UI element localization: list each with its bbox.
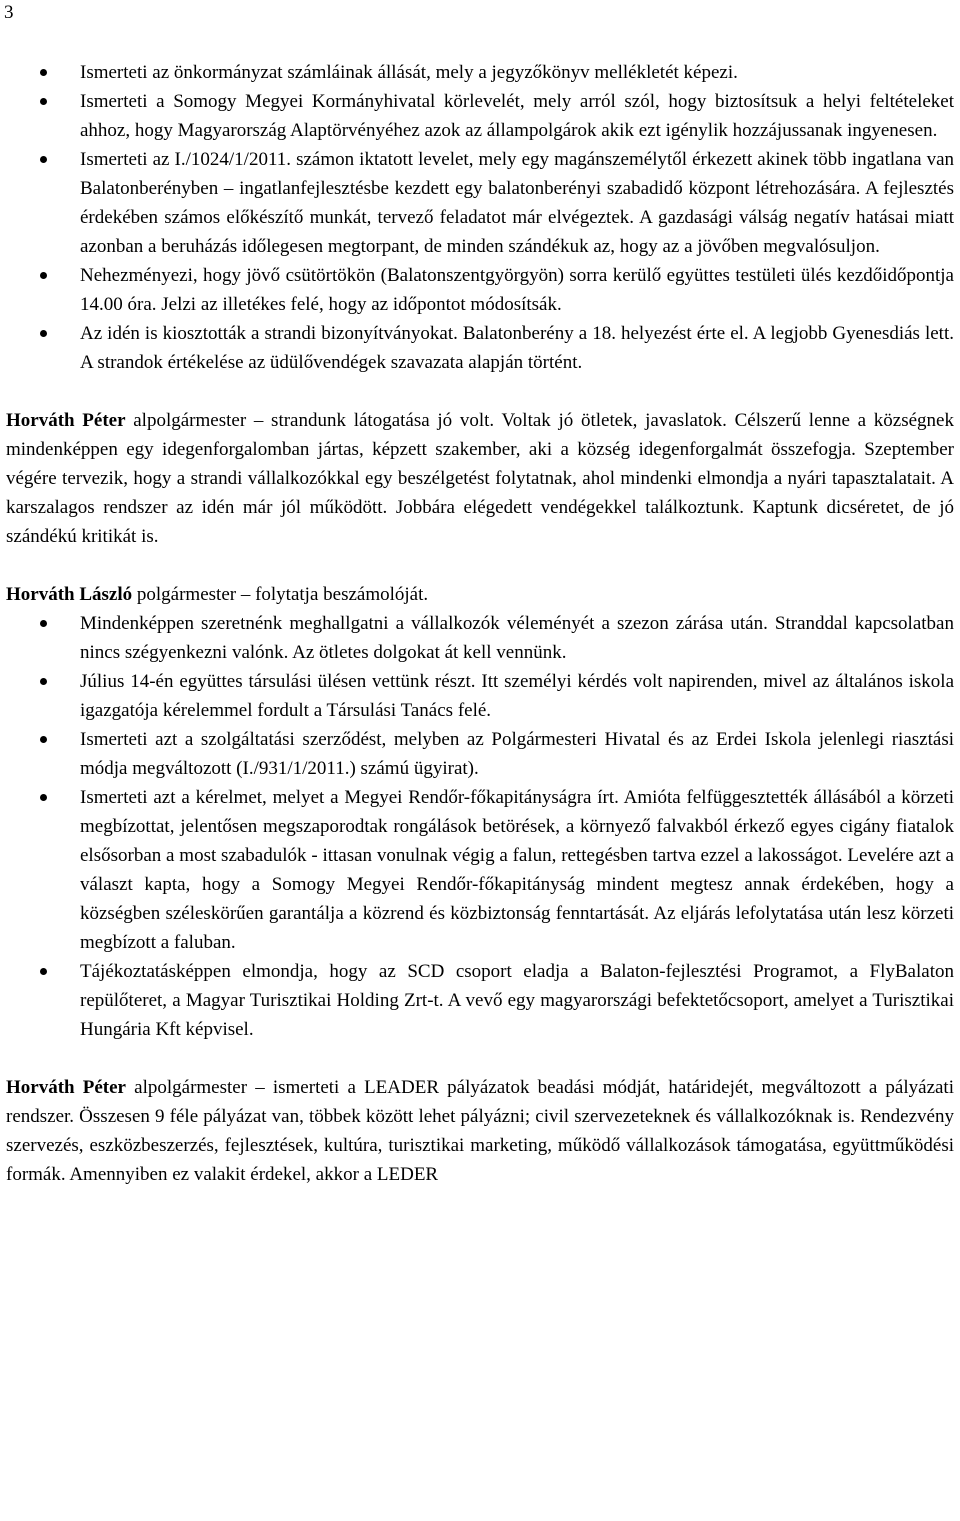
paragraph-text: alpolgármester – ismerteti a LEADER pályázatok beadási módját, határidejét, megváltozott a pályázati rendszer. Összesen 9 féle pályázat van, többek között lehet pályázni; civil szervezeteknek és vállalkozóknak is. Rendezvény szervezés, eszközbeszerzés, fejlesztések, kultúra, turisztikai marketing, működő vállalkozások támogatása, együttműködési formák. Amennyiben ez valakit érdekel, akkor a LEDER [6, 1077, 954, 1185]
list-item-text: Július 14-én együttes társulási ülésen vettünk részt. Itt személyi kérdés volt napirenden, mivel az általános iskola igazgatója kérelemmel fordult a Társulási Tanács felé. [80, 671, 954, 721]
list-item [6, 609, 954, 667]
list-item-text: Ismerteti azt a szolgáltatási szerződést, melyben az Polgármesteri Hivatal és az Erdei Iskola jelenlegi riasztási módja megváltozott (I./931/1/2011.) számú ügyirat). [80, 729, 954, 779]
list-item-text: Nehezményezi, hogy jövő csütörtökön (Balatonszentgyörgyön) sorra kerülő együttes testületi ülés kezdőidőpontja 14.00 óra. Jelzi az illetékes felé, hogy az időpontot módosítsák. [80, 265, 954, 315]
speaker-name: Horváth Péter [6, 1077, 126, 1098]
bullet-icon [40, 98, 47, 105]
list-item [6, 957, 954, 1044]
bullet-icon [40, 794, 47, 801]
bullet-icon [40, 620, 47, 627]
bullet-icon [40, 736, 47, 743]
speaker-name: Horváth László [6, 584, 133, 605]
list-item [6, 783, 954, 957]
document-body [6, 58, 954, 1189]
list-item-text: Ismerteti az önkormányzat számláinak állását, mely a jegyzőkönyv mellékletét képezi. [80, 62, 738, 83]
list-item [6, 261, 954, 319]
bullet-icon [40, 272, 47, 279]
paragraph-horvath-peter-1 [6, 406, 954, 551]
bullet-icon [40, 330, 47, 337]
list-item [6, 145, 954, 261]
list-item [6, 87, 954, 145]
list-item [6, 725, 954, 783]
list-item [6, 667, 954, 725]
paragraph-text: alpolgármester – strandunk látogatása jó volt. Voltak jó ötletek, javaslatok. Célszerű lenne a községnek mindenképpen egy idegenforgalomban jártas, képzett szakember, aki a község idegenforgalmát összefogja. Szeptember végére tervezik, hogy a strandi vállalkozókkal egy beszélgetést folytatnak, ahol mindenki elmondja a nyári tapasztalatait. A karszalagos rendszer az idén már jól működött. Jobbára elégedett vendégekkel találkoztunk. Kaptunk dicséretet, de jó szándékú kritikát is. [6, 410, 954, 547]
paragraph-text: polgármester – folytatja beszámolóját. [132, 584, 429, 605]
bullet-icon [40, 678, 47, 685]
bullet-list-1 [6, 58, 954, 377]
list-item-text: Ismerteti az I./1024/1/2011. számon iktatott levelet, mely egy magánszemélytől érkezett akinek több ingatlana van Balatonberényben – ingatlanfejlesztésbe kezdett egy balatonberényi szabadidő központ létrehozására. A fejlesztés érdekében számos előkészítő munkát, tervező feladatot már elvégeztek. A gazdasági válság negatív hatásai miatt azonban a beruházás időlegesen megtorpant, de minden szándékuk az, hogy az a jövőben megvalósuljon. [80, 149, 954, 257]
paragraph-horvath-laszlo [6, 580, 954, 609]
bullet-icon [40, 968, 47, 975]
list-item-text: Ismerteti azt a kérelmet, melyet a Megyei Rendőr-főkapitányságra írt. Amióta felfüggesztették állásából a körzeti megbízottat, jelentősen megszaporodtak rongálások betörések, a környező falvakból érkező egyes cigány fiatalok elsősorban a most szabadulók - ittasan vonulnak végig a falun, rettegésben tartva ezzel a lakosságot. Levelére azt a választ kapta, hogy a Somogy Megyei Rendőr-főkapitányság mindent megtesz annak érdekében, hogy a községben széleskörűen garantálja a közrend és közbiztonság fenntartását. Az eljárás lefolytatása után lesz körzeti megbízott a faluban. [80, 787, 954, 953]
speaker-name: Horváth Péter [6, 410, 126, 431]
bullet-list-2 [6, 609, 954, 1044]
bullet-icon [40, 69, 47, 76]
list-item [6, 319, 954, 377]
paragraph-horvath-peter-2 [6, 1073, 954, 1189]
page-number: 3 [4, 2, 14, 23]
list-item-text: Mindenképpen szeretnénk meghallgatni a vállalkozók véleményét a szezon zárása után. Stranddal kapcsolatban nincs szégyenkezni valónk. Az ötletes dolgokat át kell vennünk. [80, 613, 954, 663]
list-item-text: Tájékoztatásképpen elmondja, hogy az SCD csoport eladja a Balaton-fejlesztési Programot, a FlyBalaton repülőteret, a Magyar Turisztikai Holding Zrt-t. A vevő egy magyarországi befektetőcsoport, amelyet a Turisztikai Hungária Kft képvisel. [80, 961, 954, 1040]
list-item-text: Az idén is kiosztották a strandi bizonyítványokat. Balatonberény a 18. helyezést érte el. A legjobb Gyenesdiás lett. A strandok értékelése az üdülővendégek szavazata alapján történt. [80, 323, 954, 373]
list-item [6, 58, 954, 87]
bullet-icon [40, 156, 47, 163]
list-item-text: Ismerteti a Somogy Megyei Kormányhivatal körlevelét, mely arról szól, hogy biztosítsuk a helyi feltételeket ahhoz, hogy Magyarország Alaptörvényéhez azok az állampolgárok akik ezt igénylik hozzájussanak ingyenesen. [80, 91, 954, 141]
